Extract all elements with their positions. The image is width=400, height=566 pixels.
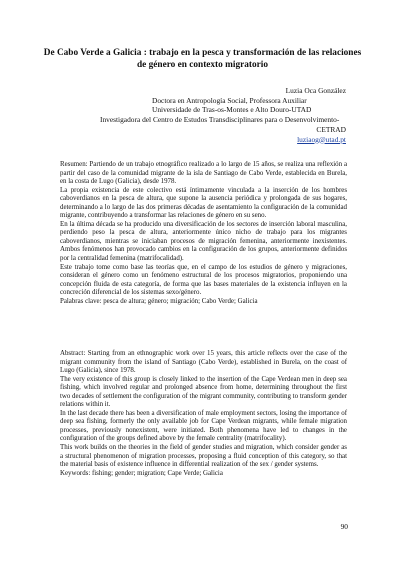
abstract-paragraph-2: The very existence of this group is closely linked to the insertion of the Cape Verdean men in deep sea fishing, which involved regular and prolonged absence from home, determining throughout the first two decades of settlement the configuration of the migrant community, contributing to transform gender relations within it. xyxy=(60,375,347,409)
author-block xyxy=(100,86,346,144)
resumen-paragraph-2: La propia existencia de este colectivo está íntimamente vinculada a la inserción de los hombres caboverdianos en la pesca de altura, que supone la ausencia periódica y prolongada de sus hogares, determinando a lo largo de las dos primeras décadas de asentamiento la configuración de la comunidad migrante, contribuyendo a transformar las relaciones de género en su seno. xyxy=(60,186,347,220)
resumen-paragraph-1: Resumen: Partiendo de un trabajo etnográfico realizado a lo largo de 15 años, se realiza una reflexión a partir del caso de la comunidad migrante de la isla de Santiago de Cabo Verde, establecida en Burela, en la costa de Lugo (Galicia), desde 1978. xyxy=(60,161,347,186)
abstract-keywords: Keywords: fishing; gender; migration; Cape Verde; Galicia xyxy=(60,469,223,477)
author-research-center: Investigadora del Centro de Estudos Transdisciplinares para o Desenvolvimento- xyxy=(100,115,340,125)
abstract-section xyxy=(60,350,347,478)
author-name: Luzia Oca González xyxy=(285,86,346,95)
resumen-paragraph-4: Este trabajo tome como base las teorías que, en el campo de los estudios de género y migraciones, consideran el género como un fenómeno estructural de los procesos migratorios, proponiendo una concepción fluida de esta categoría, de forma que las bases materiales de la existencia influyen en la concreción diferencial de los sistemas sexo/género. xyxy=(60,263,347,297)
abstract-paragraph-1: Abstract: Starting from an ethnographic work over 15 years, this article reflects over the case of the migrant community from the island of Santiago (Cabo Verde), established in Burela, on the coast of Lugo (Galicia), since 1978. xyxy=(60,350,347,375)
article-title: De Cabo Verde a Galicia : trabajo en la pesca y transformación de las relaciones de género en contexto migratorio xyxy=(43,48,362,70)
author-university: Universidade de Tras-os-Montes e Alto Douro-UTAD xyxy=(152,105,312,115)
resumen-section xyxy=(60,161,347,306)
resumen-keywords: Palabras clave: pesca de altura; género; migración; Cabo Verde; Galicia xyxy=(60,297,258,305)
author-degree: Doctora en Antropología Social, Professora Auxiliar xyxy=(152,95,307,105)
author-center-acronym: CETRAD xyxy=(316,124,346,134)
abstract-paragraph-4: This work builds on the theories in the field of gender studies and migration, which consider gender as a structural phenomenon of migration processes, proposing a fluid conception of this category, so that the material basis of existence influence in differential realization of the sex / gender systems. xyxy=(60,444,347,469)
author-email-link[interactable]: luziaog@utad.pt xyxy=(297,134,346,144)
abstract-paragraph-3: In the last decade there has been a diversification of male employment sectors, losing the importance of deep sea fishing, formerly the only available job for Cape Verdean migrants, while female migration processes, previously nonexistent, were initiated. Both phenomena have led to changes in the configuration of the groups defined above by the female centrality (matrifocality). xyxy=(60,409,347,443)
page-number: 90 xyxy=(340,522,348,531)
resumen-paragraph-3: En la última década se ha producido una diversificación de los sectores de inserción laboral masculina, perdiendo peso la pesca de altura, anteriormente único nicho de trabajo para los migrantes caboverdianos, mientras se iniciaban procesos de migración femenina, anteriormente inexistentes. Ambos fenómenos han provocado cambios en la configuración de los grupos, anteriormente definidos por la centralidad femenina (matrifocalidad). xyxy=(60,220,347,263)
